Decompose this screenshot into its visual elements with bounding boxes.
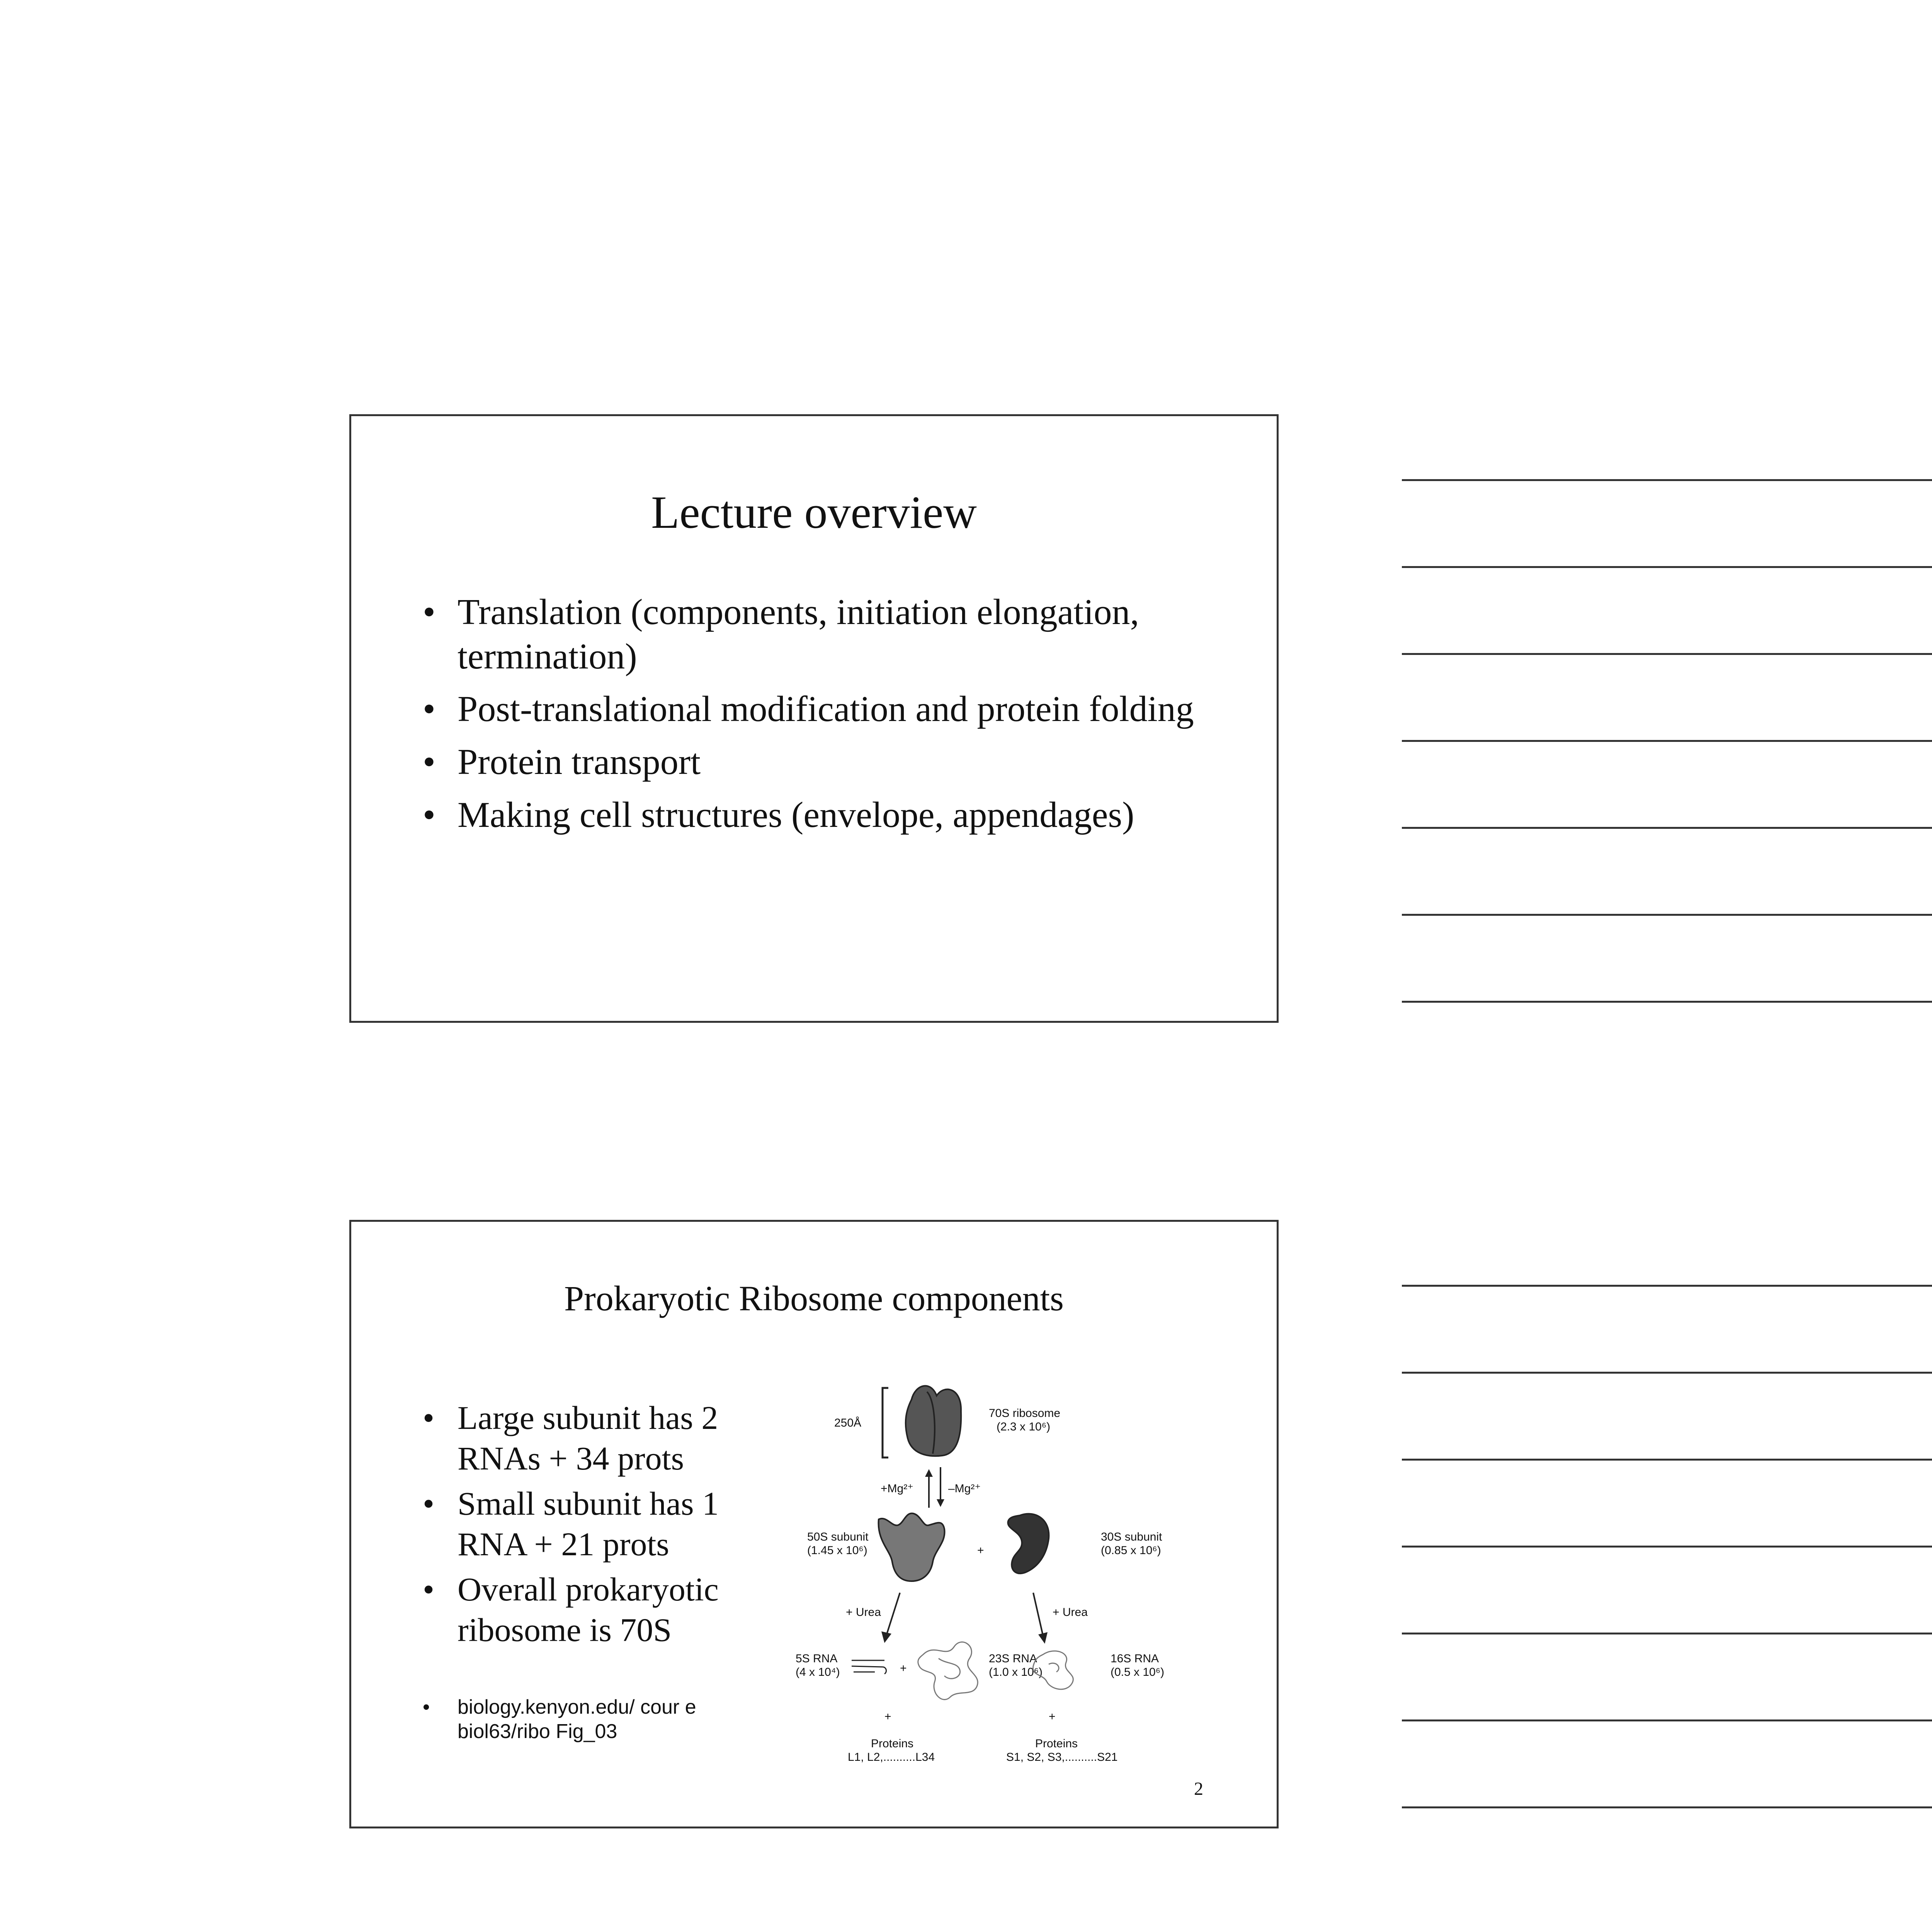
source-list bbox=[423, 1695, 716, 1744]
rna-5s-mass: (4 x 10⁴) bbox=[796, 1666, 840, 1679]
rna-16s-mass: (0.5 x 10⁶) bbox=[1111, 1666, 1165, 1679]
notes-line bbox=[1402, 827, 1932, 829]
notes-line bbox=[1402, 1806, 1932, 1808]
plus-sign: + bbox=[977, 1544, 984, 1557]
notes-line bbox=[1402, 914, 1932, 916]
urea-label-right: + Urea bbox=[1053, 1606, 1088, 1619]
notes-line bbox=[1402, 1633, 1932, 1634]
slide-number: 2 bbox=[1194, 1779, 1203, 1799]
plus-sign: + bbox=[900, 1662, 907, 1675]
rna-5s-label: 5S RNA bbox=[796, 1652, 838, 1665]
size-label: 250Å bbox=[834, 1417, 862, 1429]
bullet-list bbox=[423, 590, 1215, 837]
subunit-50s-mass: (1.45 x 10⁶) bbox=[807, 1544, 867, 1557]
bullet-item: • Translation (components, initiation elongation, termination) bbox=[423, 590, 1215, 679]
notes-line bbox=[1402, 1546, 1932, 1548]
slide-2 bbox=[349, 1220, 1279, 1828]
ribosome-figure bbox=[796, 1376, 1228, 1798]
bullet-item: • Making cell structures (envelope, appendages) bbox=[423, 793, 1215, 837]
plus-sign: + bbox=[1049, 1710, 1056, 1723]
mg-plus-label: +Mg²⁺ bbox=[881, 1482, 914, 1495]
bullet-item: • Post-translational modification and protein folding bbox=[423, 687, 1215, 731]
rna-23s-shape bbox=[918, 1642, 978, 1700]
subunit-50s-shape bbox=[879, 1513, 945, 1581]
plus-sign: + bbox=[884, 1710, 891, 1723]
notes-line bbox=[1402, 653, 1932, 655]
ribosome-70s-mass: (2.3 x 10⁶) bbox=[997, 1420, 1051, 1433]
notes-line bbox=[1402, 1719, 1932, 1721]
ribosome-70s-label: 70S ribosome bbox=[989, 1407, 1061, 1420]
urea-label-left: + Urea bbox=[846, 1606, 881, 1619]
source-citation: • biology.kenyon.edu/ cour e biol63/ribo Fig_03 bbox=[423, 1695, 716, 1744]
proteins-large-list: L1, L2,..........L34 bbox=[848, 1751, 935, 1764]
bullet-item: • Small subunit has 1 RNA + 21 prots bbox=[423, 1483, 770, 1565]
rna-5s-shape bbox=[852, 1660, 886, 1674]
proteins-label-large: Proteins bbox=[871, 1737, 914, 1750]
rna-16s-label: 16S RNA bbox=[1111, 1652, 1159, 1665]
notes-line bbox=[1402, 1459, 1932, 1461]
bullet-item: • Protein transport bbox=[423, 740, 1215, 784]
rna-23s-mass: (1.0 x 10⁶) bbox=[989, 1666, 1043, 1679]
bullet-list bbox=[423, 1398, 770, 1650]
bullet-item: • Large subunit has 2 RNAs + 34 prots bbox=[423, 1398, 770, 1479]
proteins-small-list: S1, S2, S3,..........S21 bbox=[1006, 1751, 1118, 1764]
slide-title: Prokaryotic Ribosome components bbox=[564, 1279, 1064, 1318]
subunit-30s-mass: (0.85 x 10⁶) bbox=[1101, 1544, 1161, 1557]
subunit-30s-label: 30S subunit bbox=[1101, 1531, 1162, 1543]
notes-line bbox=[1402, 479, 1932, 481]
bullet-item: • Overall prokaryotic ribosome is 70S bbox=[423, 1569, 770, 1650]
rna-23s-label: 23S RNA bbox=[989, 1652, 1037, 1665]
proteins-label-small: Proteins bbox=[1035, 1737, 1078, 1750]
notes-line bbox=[1402, 1372, 1932, 1374]
notes-line bbox=[1402, 1001, 1932, 1003]
slide-1 bbox=[349, 414, 1279, 1023]
notes-line bbox=[1402, 566, 1932, 568]
mg-minus-label: –Mg²⁺ bbox=[948, 1482, 981, 1495]
notes-line bbox=[1402, 1285, 1932, 1287]
subunit-50s-label: 50S subunit bbox=[807, 1531, 869, 1543]
notes-line bbox=[1402, 740, 1932, 742]
subunit-30s-shape bbox=[1008, 1514, 1049, 1573]
slide-title: Lecture overview bbox=[651, 486, 977, 538]
